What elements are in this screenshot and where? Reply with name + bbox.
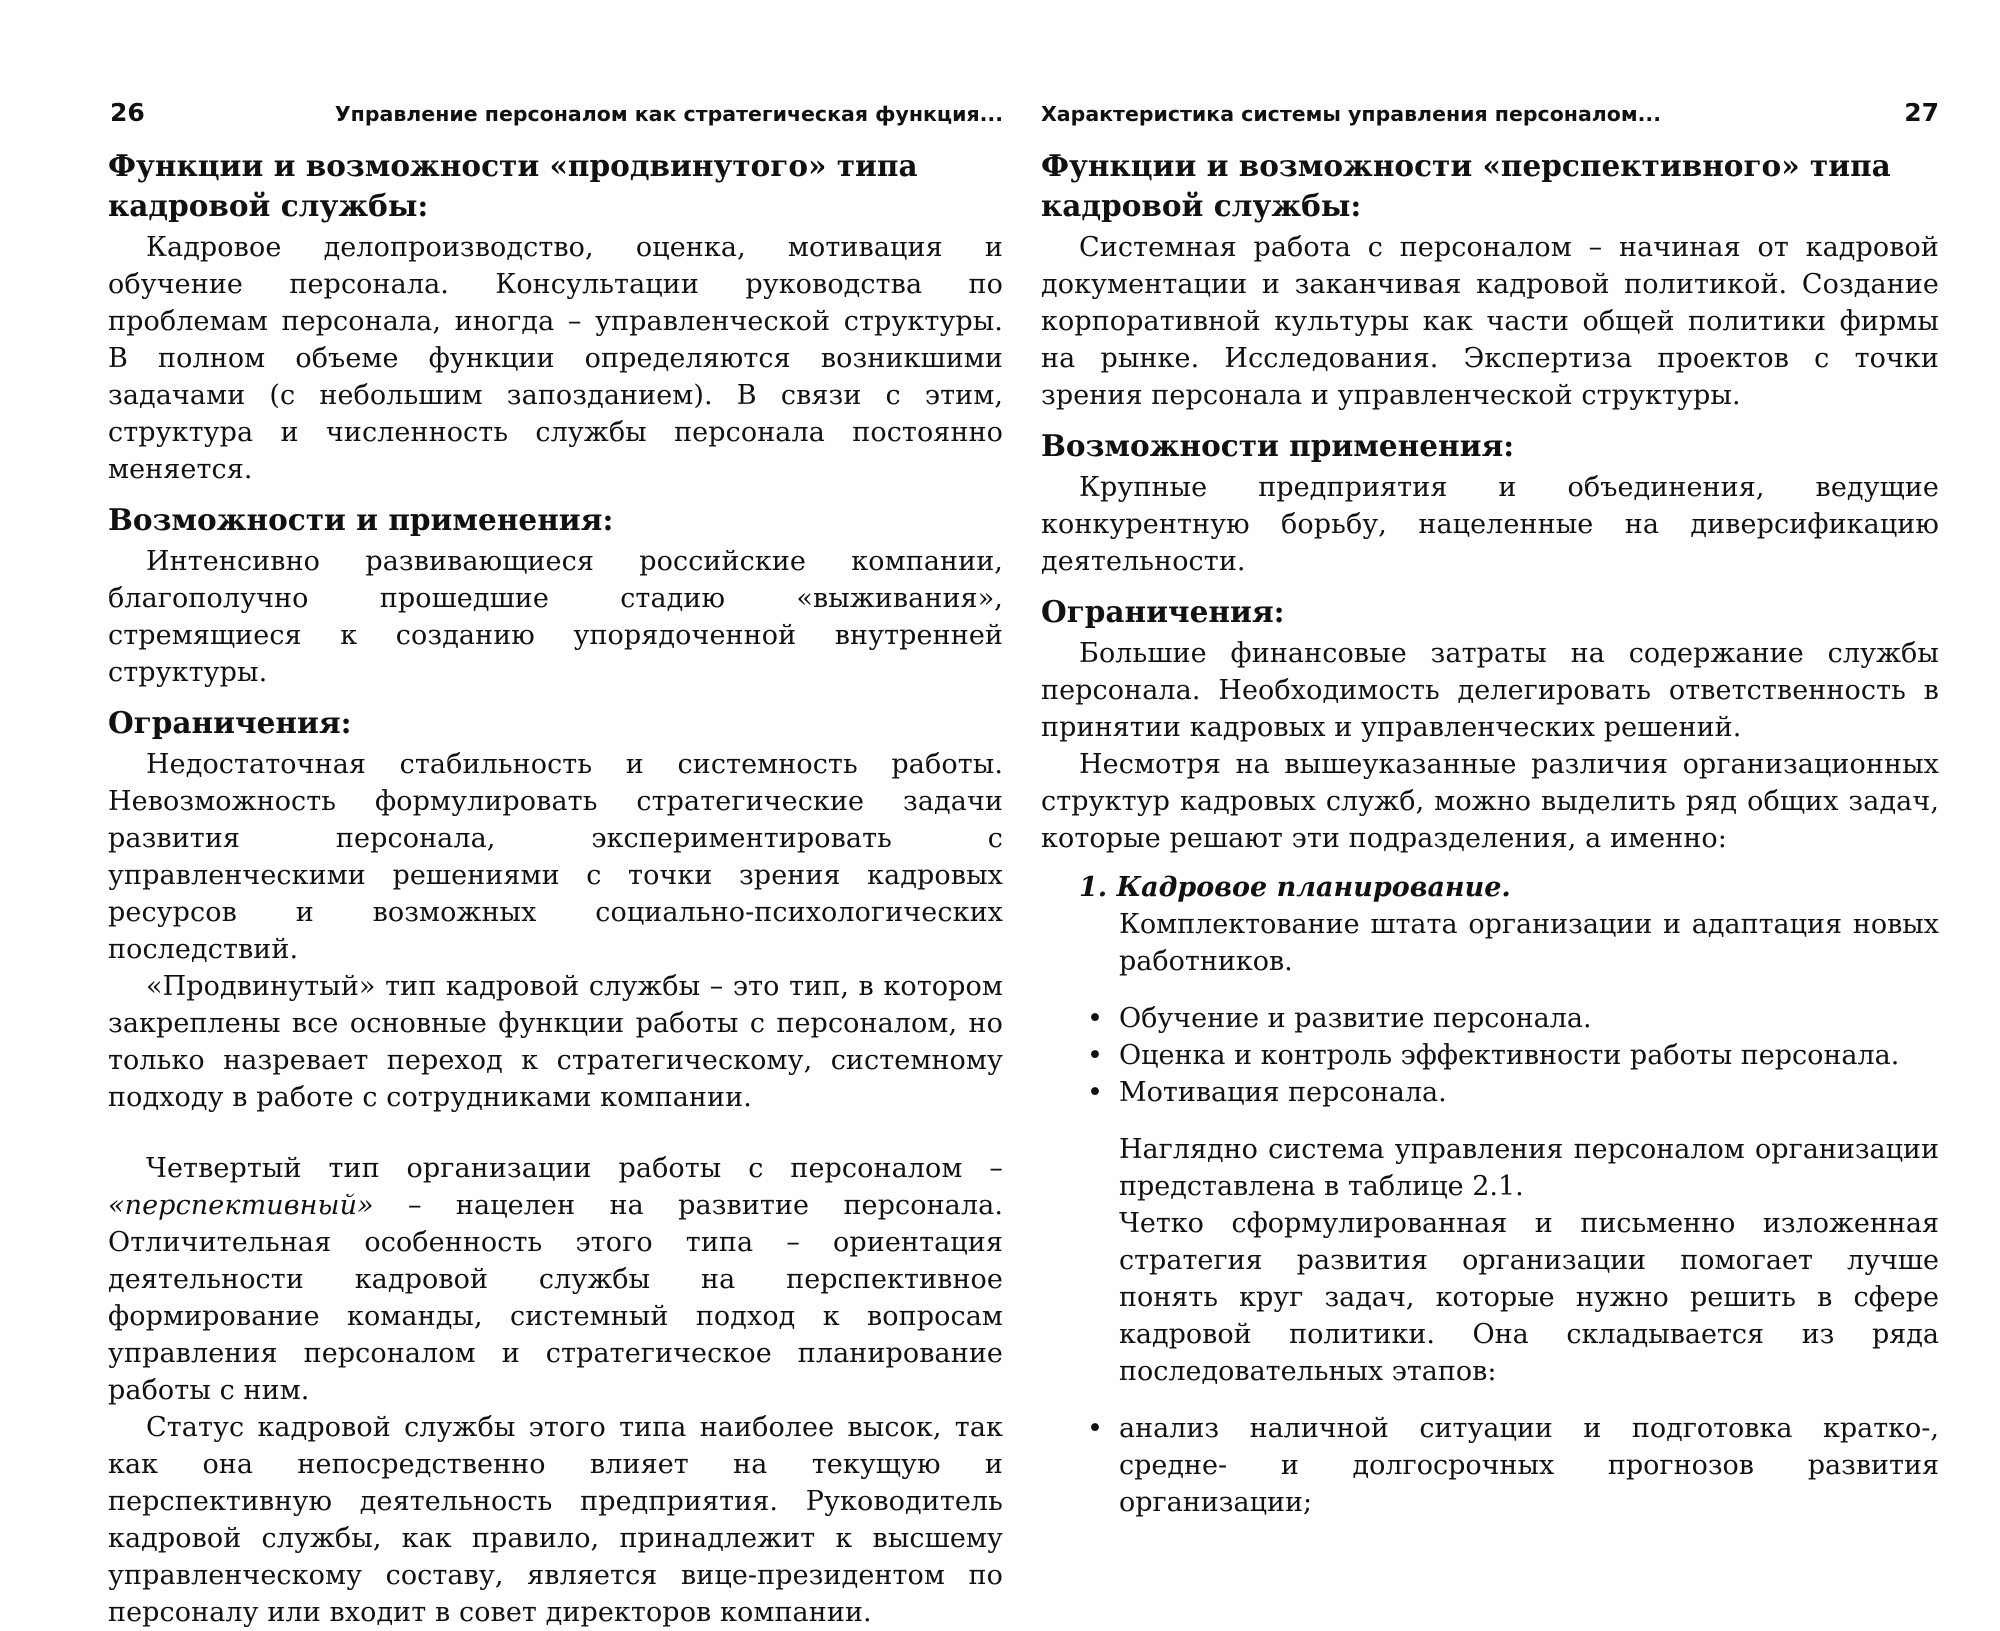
section-heading: Функции и возможности «продвинутого» типа кадровой службы: [108,148,918,223]
paragraph-fourth-rest: – нацелен на развитие персонала. Отличительная особенность этого типа – ориентация деятельности кадровой службы на перспективное формирование команды, системный подход к вопросам управления персоналом и стратегическое планирование работы с ним. [108,1190,1003,1406]
left-page-number: 26 [110,98,145,127]
numbered-item-body: Комплектование штата организации и адаптация новых работников. [1119,909,1939,977]
right-running-title: Характеристика системы управления персоналом... [1041,102,1661,126]
right-page-number: 27 [1904,98,1939,127]
left-content [108,146,1003,1631]
bullet-icon: • [1087,1040,1103,1071]
paragraph-status: Статус кадровой службы этого типа наиболее высок, так как она непосредственно влияет на текущую и перспективную деятельность предприятия. Руководитель кадровой службы, как правило, принадлежит к высшему управленческому составу, является вице-президентом по персоналу или входит в совет директоров компании. [108,1412,1003,1628]
left-running-header [108,98,1003,138]
bullet-icon: • [1087,1003,1103,1034]
right-running-header [1041,98,1939,138]
numbered-item-title: 1. Кадровое планирование. [1079,872,1511,903]
section-heading: Ограничения: [1041,594,1285,629]
section-body: Интенсивно развивающиеся российские компании, благополучно прошедшие стадию «выживания», стремящиеся к созданию упорядоченной внутренней структуры. [108,546,1003,688]
term-perspective: «перспективный» [108,1190,374,1221]
left-running-title: Управление персоналом как стратегическая функция... [334,102,1003,126]
section-body: Системная работа с персоналом – начиная от кадровой документации и заканчивая кадровой политикой. Создание корпоративной культуры как части общей политики фирмы на рынке. Исследования. Экспертиза проектов с точки зрения персонала и управленческой структуры. [1041,232,1939,411]
paragraph-advanced-type: «Продвинутый» тип кадровой службы – это тип, в котором закреплены все основные функции работы с персоналом, но только назревает переход к стратегическому, системному подходу в работе с сотрудниками компании. [108,971,1003,1113]
section-body: Большие финансовые затраты на содержание службы персонала. Необходимость делегировать ответственность в принятии кадровых и управленческих решений. [1041,638,1939,743]
list-item-text: анализ наличной ситуации и подготовка кратко-, средне- и долгосрочных прогнозов развития организации; [1119,1413,1939,1518]
list-item-text: Оценка и контроль эффективности работы персонала. [1119,1040,1900,1071]
list-item [1041,1037,1939,1074]
paragraph-table-ref: Наглядно система управления персоналом организации представлена в таблице 2.1. [1119,1134,1939,1202]
paragraph-fourth-type [108,1150,1003,1409]
section-heading: Ограничения: [108,705,352,740]
list-item [1041,1410,1939,1521]
section-heading: Возможности применения: [1041,428,1515,463]
section-body: Крупные предприятия и объединения, ведущие конкурентную борьбу, нацеленные на диверсификацию деятельности. [1041,472,1939,577]
bullet-icon: • [1087,1077,1103,1108]
section-heading: Функции и возможности «перспективного» типа кадровой службы: [1041,148,1891,223]
list-item [1041,1074,1939,1111]
section-heading: Возможности и применения: [108,502,614,537]
right-content [1041,146,1939,1521]
section-body: Кадровое делопроизводство, оценка, мотивация и обучение персонала. Консультации руководства по проблемам персонала, иногда – управленческой структуры. В полном объеме функции определяются возникшими задачами (с небольшим запозданием). В связи с этим, структура и численность службы персонала постоянно меняется. [108,232,1003,485]
list-item [1041,1000,1939,1037]
section-body: Недостаточная стабильность и системность работы. Невозможность формулировать стратегические задачи развития персонала, экспериментировать с управленческими решениями с точки зрения кадровых ресурсов и возможных социально-психологических последствий. [108,749,1003,965]
list-item-text: Мотивация персонала. [1119,1077,1447,1108]
paragraph-strategy: Четко сформулированная и письменно изложенная стратегия развития организации помогает лучше понять круг задач, которые нужно решить в сфере кадровой политики. Она складывается из ряда последовательных этапов: [1119,1208,1939,1387]
paragraph-fourth-lead: Четвертый тип организации работы с персоналом – [146,1153,1003,1184]
list-item-text: Обучение и развитие персонала. [1119,1003,1592,1034]
bullet-icon: • [1087,1413,1103,1444]
paragraph-despite: Несмотря на вышеуказанные различия организационных структур кадровых служб, можно выделить ряд общих задач, которые решают эти подразделения, а именно: [1041,749,1939,854]
